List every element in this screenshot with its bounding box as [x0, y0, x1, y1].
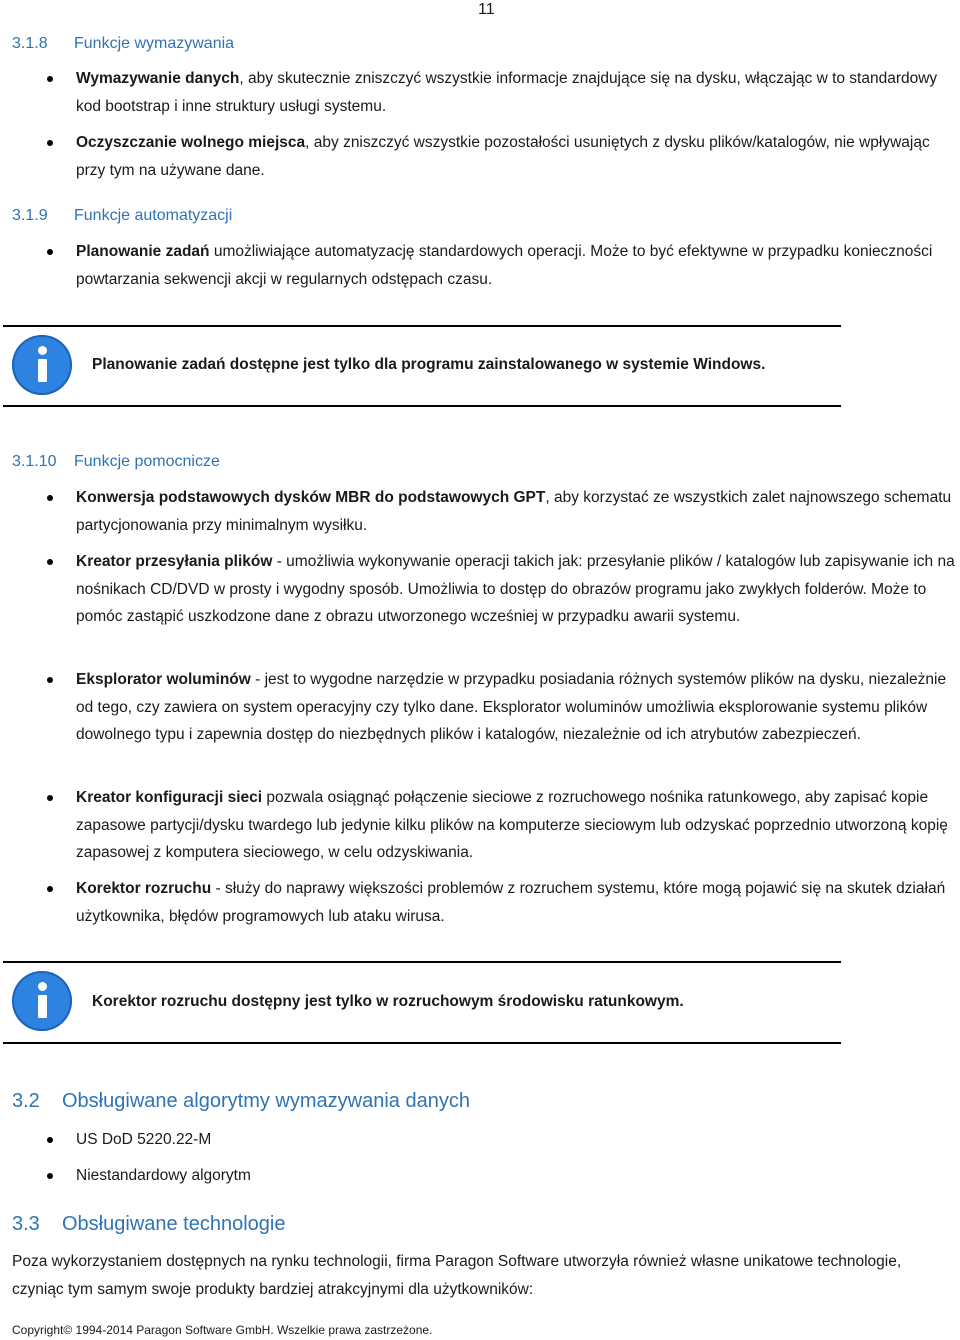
bullet-icon [47, 140, 53, 146]
description: - służy do naprawy większości problemów z rozruchem systemu, które mogą pojawić się na skutek działań użytkownika, błędów programowych lub ataku wirusa. [76, 880, 946, 925]
footer-copyright: Copyright© 1994-2014 Paragon Software GmbH. Wszelkie prawa zastrzeżone. [12, 1323, 433, 1337]
section-heading-3-1-10 [12, 452, 220, 472]
list-item [76, 548, 960, 631]
section-title: Funkcje wymazywania [74, 35, 235, 52]
description: , aby skutecznie zniszczyć wszystkie informacje znajdujące się na dysku, włączając w to standardowy kod bootstrap i inne struktury usługi systemu. [76, 70, 938, 115]
description: , aby korzystać ze wszystkich zalet najnowszego schematu partycjonowania przy minimalnym wysiłku. [76, 489, 952, 534]
note-bottom-rule [3, 1042, 841, 1044]
bullet-icon [47, 76, 53, 82]
bullet-icon [47, 495, 53, 501]
note-top-rule [3, 325, 841, 327]
section-number: 3.3 [12, 1213, 40, 1235]
description: - umożliwia wykonywanie operacji takich jak: przesyłanie plików / katalogów lub zapisywanie ich na nośnikach CD/DVD w prosty i wygodny sposób. Umożliwia to dostęp do obrazów programu jako zwykłych folderów. Może to pomóc zastąpić uszkodzone dane z obrazu utworzonego wcześniej w przypadku awarii systemu. [76, 553, 955, 625]
section-title: Funkcje automatyzacji [74, 207, 233, 224]
bullet-icon [47, 1137, 53, 1143]
bullet-icon [47, 249, 53, 255]
section-number: 3.1.10 [12, 453, 57, 470]
term: Eksplorator woluminów [76, 671, 251, 688]
note-top-rule [3, 961, 841, 963]
section-heading-3-2 [12, 1088, 470, 1114]
note-bottom-rule [3, 405, 841, 407]
section-title: Obsługiwane algorytmy wymazywania danych [62, 1090, 470, 1112]
term: Kreator przesyłania plików [76, 553, 273, 570]
list-item [76, 129, 960, 184]
algorithm-name: US DoD 5220.22-M [76, 1131, 212, 1148]
bullet-icon [47, 677, 53, 683]
info-icon [12, 335, 72, 395]
note-text: Korektor rozruchu dostępny jest tylko w rozruchowym środowisku ratunkowym. [92, 993, 684, 1010]
list-item [76, 1126, 960, 1154]
section-heading-3-1-8 [12, 34, 234, 54]
description: pozwala osiągnąć połączenie sieciowe z rozruchowego nośnika ratunkowego, aby zapisać kopie zapasowe partycji/dysku twardego lub jedynie kilku plików na komputerze sieciowym lub odzyskać poprzednio utworzoną kopię zapasowej z komputera sieciowego, w celu odzyskiwania. [76, 789, 948, 861]
section-heading-3-3 [12, 1211, 286, 1237]
algorithm-name: Niestandardowy algorytm [76, 1167, 251, 1184]
term: Oczyszczanie wolnego miejsca [76, 134, 306, 151]
bullet-icon [47, 886, 53, 892]
list-item [76, 875, 960, 930]
description: umożliwiające automatyzację standardowych operacji. Może to być efektywne w przypadku konieczności powtarzania sekwencji akcji w regularnych odstępach czasu. [76, 243, 933, 288]
bullet-icon [47, 559, 53, 565]
section-number: 3.1.9 [12, 207, 48, 224]
note-text: Planowanie zadań dostępne jest tylko dla programu zainstalowanego w systemie Windows. [92, 356, 766, 373]
info-icon [12, 971, 72, 1031]
section-title: Funkcje pomocnicze [74, 453, 220, 470]
section-number: 3.2 [12, 1090, 40, 1112]
description: - jest to wygodne narzędzie w przypadku posiadania różnych systemów plików na dysku, niezależnie od tego, czy zawiera on system operacyjny czy tylko dane. Eksplorator woluminów umożliwia eksplorowanie systemu plików dowolnego typu i zapewnia dostęp do niezbędnych plików i katalogów, niezależnie od ich atrybutów zabezpieczeń. [76, 671, 947, 743]
list-item [76, 1162, 960, 1190]
section-title: Obsługiwane technologie [62, 1213, 286, 1235]
term: Kreator konfiguracji sieci [76, 789, 263, 806]
list-item [76, 238, 960, 293]
term: Planowanie zadań [76, 243, 210, 260]
list-item [76, 65, 960, 120]
description: , aby zniszczyć wszystkie pozostałości usuniętych z dysku plików/katalogów, nie wpływając przy tym na używane dane. [76, 134, 930, 179]
list-item [76, 666, 960, 749]
page-number: 11 [478, 1, 495, 18]
term: Wymazywanie danych [76, 70, 240, 87]
technologies-paragraph: Poza wykorzystaniem dostępnych na rynku technologii, firma Paragon Software utworzyła również własne unikatowe technologie, czyniąc tym samym swoje produkty bardziej atrakcyjnymi dla użytkowników: [12, 1253, 902, 1298]
term: Konwersja podstawowych dysków MBR do podstawowych GPT [76, 489, 546, 506]
section-number: 3.1.8 [12, 35, 48, 52]
list-item [76, 484, 960, 539]
list-item [76, 784, 960, 867]
section-heading-3-1-9 [12, 206, 232, 226]
term: Korektor rozruchu [76, 880, 212, 897]
bullet-icon [47, 1173, 53, 1179]
bullet-icon [47, 795, 53, 801]
